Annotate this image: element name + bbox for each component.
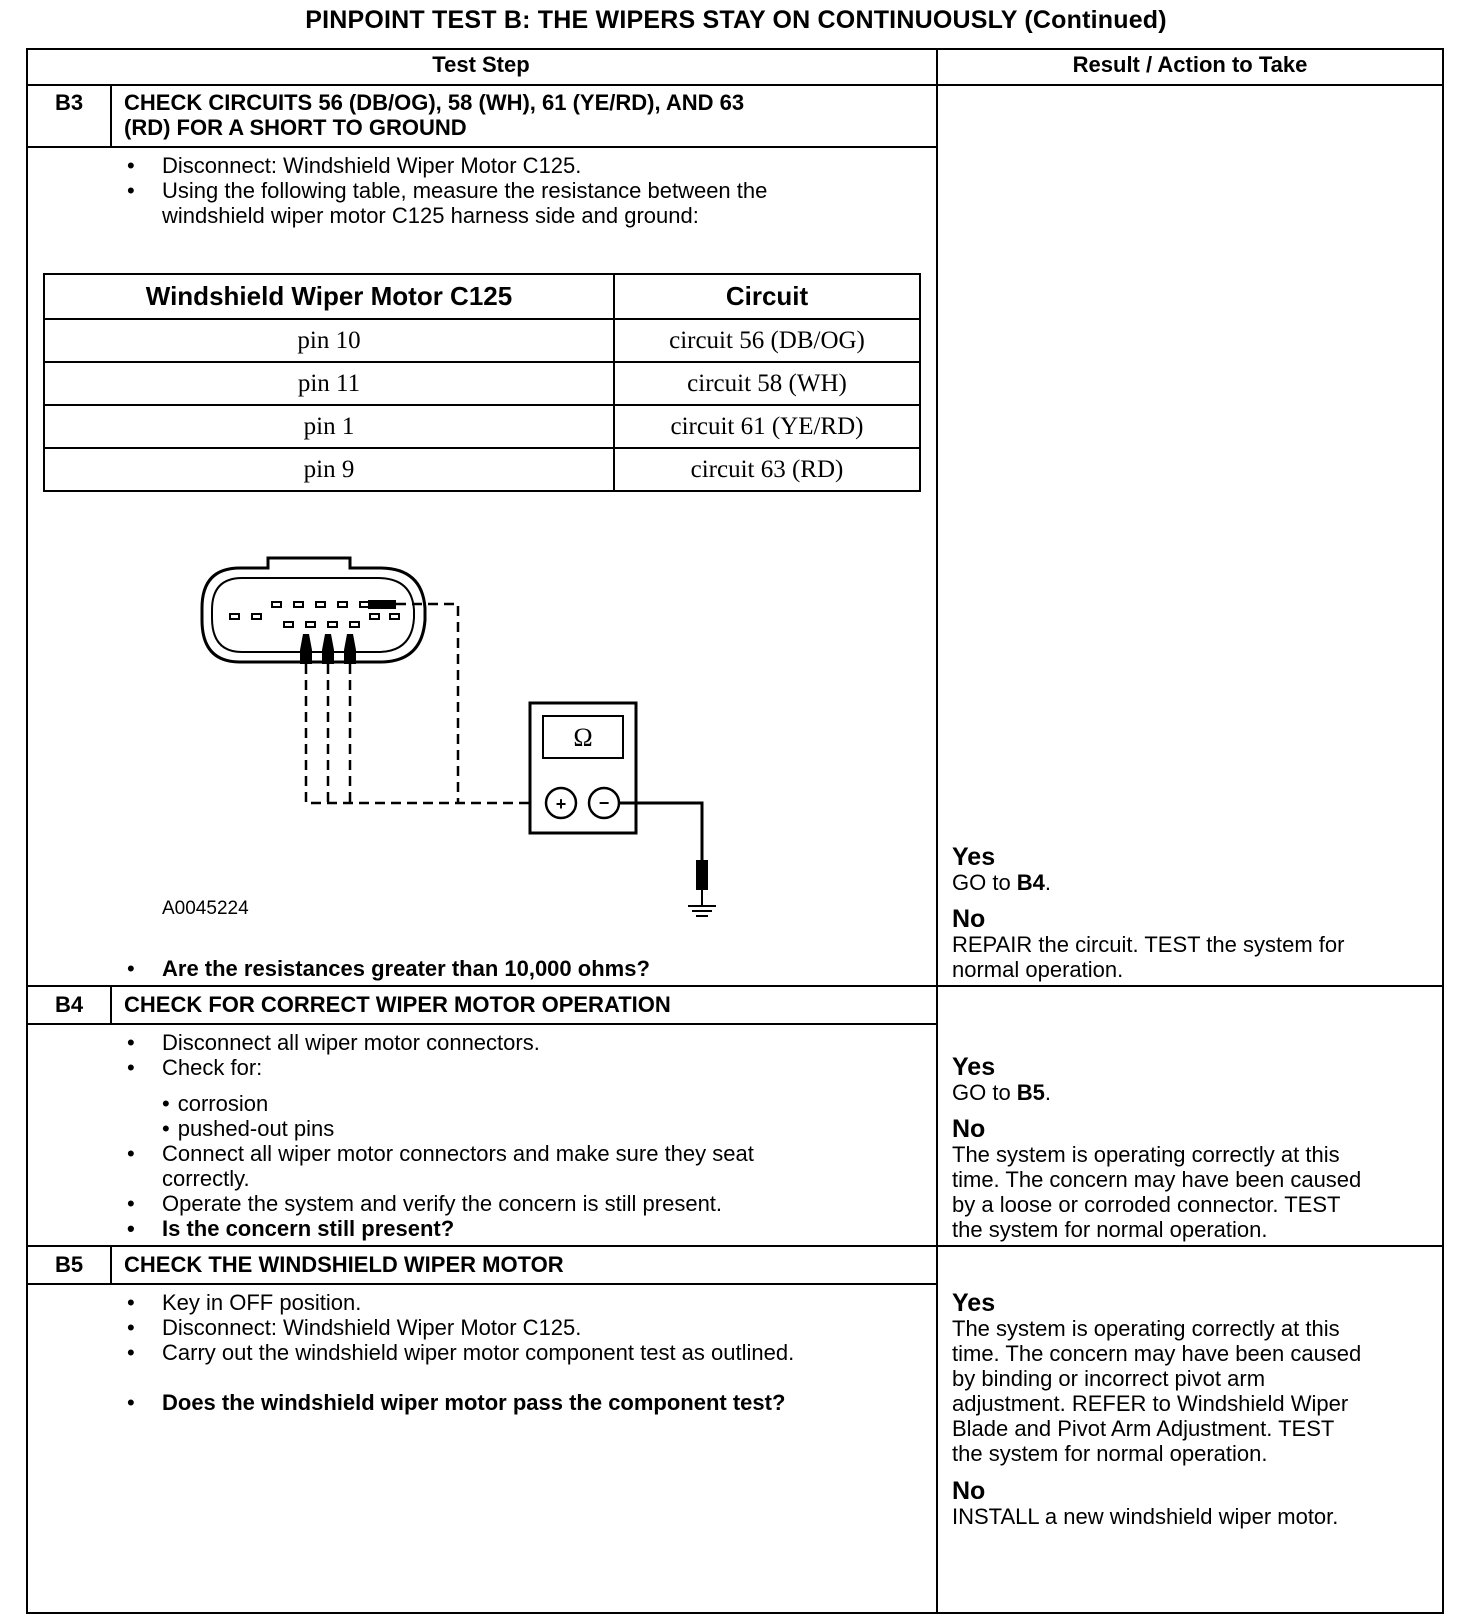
b3-yes-action: GO to B4.	[952, 870, 1052, 895]
b5-question: • Does the windshield wiper motor pass the component test?	[127, 1390, 786, 1415]
table-row	[44, 362, 920, 405]
probe-tips	[300, 634, 356, 664]
connector-c125	[202, 558, 425, 662]
negative-terminal: −	[598, 793, 610, 813]
b3-bullet-1: • Disconnect: Windshield Wiper Motor C125.	[127, 153, 582, 178]
table-cell-pin: pin 9	[44, 448, 614, 491]
table-cell-circuit: circuit 63 (RD)	[614, 448, 920, 491]
b4-bullet-4: • Operate the system and verify the concern is still present.	[127, 1191, 723, 1216]
table-cell-pin: pin 11	[44, 362, 614, 405]
b5-step-title: CHECK THE WINDSHIELD WIPER MOTOR	[124, 1252, 564, 1277]
table-header-connector: Windshield Wiper Motor C125	[44, 274, 614, 319]
ground-symbol	[688, 860, 716, 916]
b4-bullet-3: • Connect all wiper motor connectors and make sure they seat correctly.	[127, 1141, 754, 1191]
b5-no-action: INSTALL a new windshield wiper motor.	[952, 1504, 1339, 1529]
ground-probe-tip	[368, 600, 396, 609]
b4-step-id: B4	[54, 992, 84, 1017]
b4-bullet-1: • Disconnect all wiper motor connectors.	[127, 1030, 540, 1055]
b4-sub-1: • corrosion	[162, 1091, 269, 1116]
table-cell-circuit: circuit 58 (WH)	[614, 362, 920, 405]
b4-no-label: No	[952, 1115, 986, 1143]
b3-question: • Are the resistances greater than 10,000 ohms?	[127, 956, 650, 981]
b4-bullet-2: • Check for:	[127, 1055, 263, 1080]
connector-ohmmeter-diagram	[200, 550, 720, 920]
pin-circuit-table	[43, 273, 921, 492]
b5-yes-action: The system is operating correctly at this time. The concern may have been caused by binding or incorrect pivot arm adjustment. REFER to Windshield Wiper Blade and Pivot Arm Adjustment. TEST the system for normal operation.	[952, 1316, 1362, 1466]
b4-yes-action: GO to B5.	[952, 1080, 1052, 1105]
b4-id-divider	[110, 985, 112, 1023]
b3-yes-target-link[interactable]: B4	[1016, 870, 1045, 895]
header-result-action: Result / Action to Take	[1072, 52, 1308, 77]
ohmmeter	[530, 703, 636, 833]
b3-no-action: REPAIR the circuit. TEST the system for normal operation.	[952, 932, 1345, 982]
b5-title-divider	[26, 1283, 936, 1285]
header-test-step: Test Step	[432, 52, 530, 77]
b4-sub-2: • pushed-out pins	[162, 1116, 335, 1141]
b5-no-label: No	[952, 1477, 986, 1505]
b5-id-divider	[110, 1245, 112, 1283]
table-cell-pin: pin 10	[44, 319, 614, 362]
b4-yes-target-link[interactable]: B5	[1016, 1080, 1045, 1105]
b4-title-divider	[26, 1023, 936, 1025]
b3-id-divider	[110, 84, 112, 146]
table-row	[44, 405, 920, 448]
b3-step-id: B3	[54, 90, 84, 115]
b4-yes-label: Yes	[952, 1053, 996, 1081]
test-leads	[306, 604, 530, 803]
b3-bullet-2: • Using the following table, measure the resistance between the windshield wiper motor C125 harness side and ground:	[127, 178, 768, 228]
b5-bullet-1: • Key in OFF position.	[127, 1290, 362, 1315]
table-cell-circuit: circuit 56 (DB/OG)	[614, 319, 920, 362]
b5-bullet-3: • Carry out the windshield wiper motor component test as outlined.	[127, 1340, 795, 1365]
b3-b4-divider	[26, 985, 1444, 987]
table-row	[44, 448, 920, 491]
table-row	[44, 319, 920, 362]
b5-step-id: B5	[54, 1252, 84, 1277]
b3-step-title: CHECK CIRCUITS 56 (DB/OG), 58 (WH), 61 (YE/RD), AND 63 (RD) FOR A SHORT TO GROUND	[124, 90, 745, 140]
b5-bullet-2: • Disconnect: Windshield Wiper Motor C125.	[127, 1315, 582, 1340]
page-title: PINPOINT TEST B: THE WIPERS STAY ON CONTINUOUSLY (Continued)	[305, 6, 1167, 34]
b4-b5-divider	[26, 1245, 1444, 1247]
figure-id: A0045224	[162, 898, 249, 919]
b4-step-title: CHECK FOR CORRECT WIPER MOTOR OPERATION	[124, 992, 671, 1017]
b4-question: • Is the concern still present?	[127, 1216, 455, 1241]
ohm-symbol: Ω	[573, 723, 593, 752]
b5-yes-label: Yes	[952, 1289, 996, 1317]
table-cell-pin: pin 1	[44, 405, 614, 448]
table-cell-circuit: circuit 61 (YE/RD)	[614, 405, 920, 448]
table-header-circuit: Circuit	[614, 274, 920, 319]
header-divider	[26, 84, 1444, 86]
b4-no-action: The system is operating correctly at this time. The concern may have been caused by a loose or corroded connector. TEST the system for normal operation.	[952, 1142, 1362, 1242]
positive-terminal: +	[555, 794, 567, 814]
column-divider	[936, 48, 938, 1614]
b3-yes-label: Yes	[952, 843, 996, 871]
b3-title-divider	[26, 146, 936, 148]
b3-no-label: No	[952, 905, 986, 933]
